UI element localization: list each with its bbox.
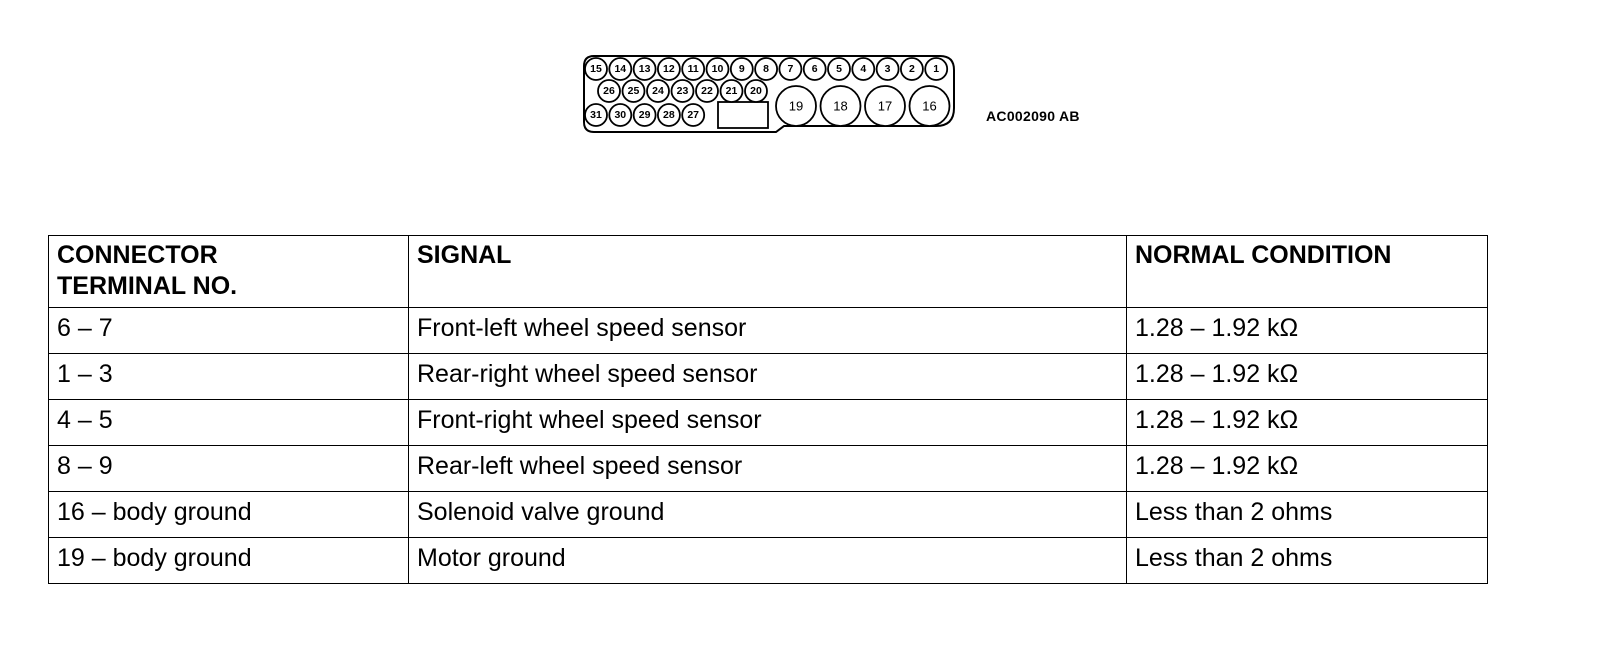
pin-number: 2 <box>908 63 915 75</box>
table-row <box>49 446 1488 492</box>
pin-number: 7 <box>787 63 794 75</box>
pin-number: 8 <box>763 63 770 75</box>
cell-signal: Front-left wheel speed sensor <box>409 308 1127 354</box>
pin-31 <box>585 104 607 126</box>
pin-number: 31 <box>590 109 602 121</box>
table-row <box>49 400 1488 446</box>
pin-13 <box>634 58 656 80</box>
pin-8 <box>755 58 777 80</box>
table-row <box>49 354 1488 400</box>
pin-23 <box>672 80 694 102</box>
connector-diagram <box>580 52 980 136</box>
cell-condition: Less than 2 ohms <box>1127 538 1488 584</box>
pin-number: 18 <box>833 98 848 114</box>
pin-number: 4 <box>860 63 867 75</box>
pin-26 <box>598 80 620 102</box>
cell-condition: 1.28 – 1.92 kΩ <box>1127 400 1488 446</box>
figure-code: AC002090 AB <box>986 108 1080 124</box>
pin-number: 3 <box>884 63 891 75</box>
pin-27 <box>682 104 704 126</box>
header-normal-condition: NORMAL CONDITION <box>1127 236 1488 308</box>
header-terminal-line2: TERMINAL NO. <box>57 272 238 300</box>
pin-6 <box>804 58 826 80</box>
pin-number: 24 <box>652 85 664 97</box>
pin-16 <box>910 86 950 126</box>
cell-signal: Motor ground <box>409 538 1127 584</box>
cell-condition: Less than 2 ohms <box>1127 492 1488 538</box>
pin-number: 27 <box>687 109 700 121</box>
table-header-row <box>49 236 1488 308</box>
table-row <box>49 538 1488 584</box>
pin-number: 20 <box>750 85 762 97</box>
pin-9 <box>731 58 753 80</box>
pin-10 <box>707 58 729 80</box>
pin-number: 29 <box>638 109 651 121</box>
pin-number: 9 <box>738 63 745 75</box>
pin-20 <box>745 80 767 102</box>
pin-22 <box>696 80 718 102</box>
header-connector-terminal <box>49 236 409 308</box>
pin-number: 14 <box>614 63 627 75</box>
cell-signal: Rear-right wheel speed sensor <box>409 354 1127 400</box>
pin-1 <box>925 58 947 80</box>
pin-21 <box>721 80 743 102</box>
pin-25 <box>623 80 645 102</box>
cell-condition: 1.28 – 1.92 kΩ <box>1127 446 1488 492</box>
table-row <box>49 308 1488 354</box>
pin-17 <box>865 86 905 126</box>
connector-face-drawing <box>580 52 980 136</box>
connector-key-slot <box>718 102 768 128</box>
cell-terminal: 1 – 3 <box>49 354 409 400</box>
pin-18 <box>821 86 861 126</box>
pin-number: 11 <box>687 63 699 75</box>
pin-number: 10 <box>711 63 724 75</box>
pin-4 <box>852 58 874 80</box>
pin-28 <box>658 104 680 126</box>
pin-12 <box>658 58 680 80</box>
pin-number: 16 <box>922 98 937 114</box>
pin-number: 12 <box>663 63 675 75</box>
header-terminal-line1: CONNECTOR <box>57 241 218 269</box>
pin-number: 25 <box>627 85 640 97</box>
table-row <box>49 492 1488 538</box>
pin-3 <box>877 58 899 80</box>
pin-14 <box>609 58 631 80</box>
pin-7 <box>779 58 801 80</box>
pin-number: 30 <box>614 109 627 121</box>
cell-condition: 1.28 – 1.92 kΩ <box>1127 308 1488 354</box>
pin-24 <box>647 80 669 102</box>
pin-number: 13 <box>638 63 651 75</box>
cell-terminal: 19 – body ground <box>49 538 409 584</box>
cell-signal: Rear-left wheel speed sensor <box>409 446 1127 492</box>
pin-5 <box>828 58 850 80</box>
pin-30 <box>609 104 631 126</box>
pin-11 <box>682 58 704 80</box>
pin-number: 19 <box>788 98 804 114</box>
cell-signal: Solenoid valve ground <box>409 492 1127 538</box>
pin-29 <box>634 104 656 126</box>
cell-condition: 1.28 – 1.92 kΩ <box>1127 354 1488 400</box>
pin-2 <box>901 58 923 80</box>
pin-number: 26 <box>603 85 615 97</box>
cell-signal: Front-right wheel speed sensor <box>409 400 1127 446</box>
pin-number: 28 <box>663 109 675 121</box>
cell-terminal: 8 – 9 <box>49 446 409 492</box>
pin-number: 21 <box>725 85 738 97</box>
pin-number: 23 <box>676 85 689 97</box>
cell-terminal: 16 – body ground <box>49 492 409 538</box>
cell-terminal: 4 – 5 <box>49 400 409 446</box>
pin-number: 15 <box>590 63 602 75</box>
pin-19 <box>776 86 816 126</box>
cell-terminal: 6 – 7 <box>49 308 409 354</box>
pin-number: 17 <box>877 98 893 114</box>
pin-number: 6 <box>811 63 818 75</box>
header-signal: SIGNAL <box>409 236 1127 308</box>
connector-check-table <box>48 235 1488 584</box>
pin-number: 1 <box>933 63 940 75</box>
pin-number: 5 <box>836 63 842 75</box>
pin-number: 22 <box>701 85 713 97</box>
pin-15 <box>585 58 607 80</box>
